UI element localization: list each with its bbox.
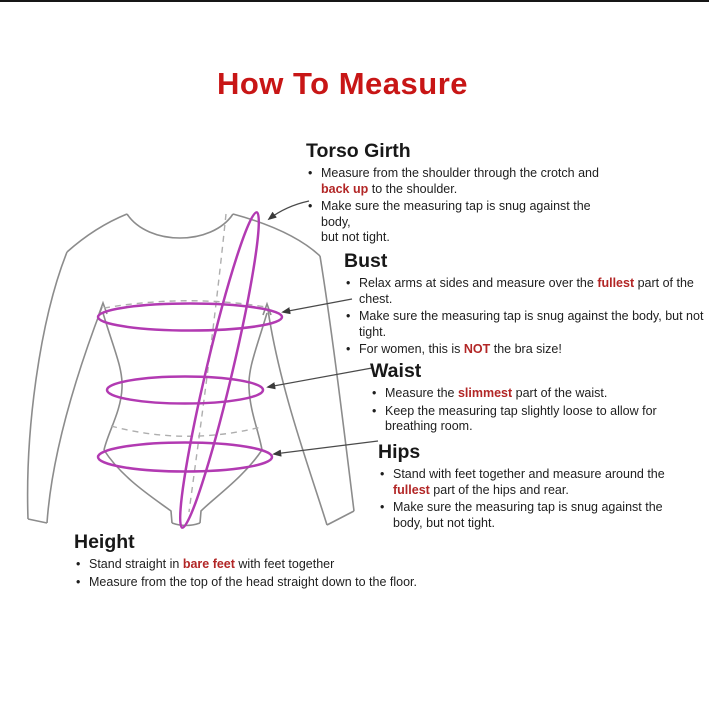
- right-cuff: [327, 511, 354, 525]
- neckline: [127, 214, 233, 238]
- bullet-item: [370, 404, 700, 435]
- left-sleeve-outer: [28, 252, 67, 519]
- left-armpit-notch: [99, 303, 107, 314]
- emphasis-red-text: fullest: [393, 482, 430, 497]
- top-edge-line: [0, 0, 709, 2]
- bullet-text: but not tight.: [321, 230, 390, 244]
- bullet-text: tight.: [359, 324, 387, 339]
- waist-arrow: [268, 368, 372, 387]
- bullet-text: with feet together: [234, 557, 335, 571]
- bullet-text: Make sure the measuring tap is snug against the body,: [321, 199, 591, 229]
- emphasis-red-text: back up: [321, 181, 369, 196]
- section-heading: Hips: [378, 441, 421, 463]
- bullet-item: [344, 309, 706, 340]
- body-right-side: [249, 313, 267, 450]
- torso-loop-back-dashed-line: [189, 214, 226, 512]
- bullet-list: [74, 557, 494, 590]
- left-sleeve-inner: [47, 307, 102, 523]
- section-heading: Torso Girth: [306, 140, 411, 162]
- section-heading: Height: [74, 531, 135, 553]
- hips-ring: [98, 443, 272, 472]
- dashed-back-lines: [104, 214, 266, 512]
- crotch-bottom-edge: [172, 523, 200, 526]
- bullet-text: Measure from the top of the head straight down to the floor.: [89, 574, 417, 589]
- bullet-item: [344, 342, 706, 358]
- leotard-outline: [28, 214, 354, 526]
- bullet-text: Make sure the measuring tap is snug against the body, but not: [359, 309, 704, 323]
- bullet-item: [378, 500, 700, 531]
- emphasis-red-text: slimmest: [457, 386, 513, 400]
- section-heading: Waist: [370, 360, 422, 382]
- bullet-text: Make sure the measuring tap is snug against the: [393, 500, 663, 514]
- bullet-text: For women, this is: [359, 342, 464, 356]
- bullet-item: [370, 386, 700, 402]
- bullet-item: [306, 166, 618, 197]
- bust-arrow: [283, 299, 352, 312]
- bullet-text: Stand straight in: [89, 557, 183, 571]
- right-leg-opening: [200, 450, 262, 523]
- emphasis-red-text: NOT: [463, 342, 491, 356]
- section-bust: [344, 249, 706, 360]
- left-leg-opening: [104, 450, 172, 523]
- bullet-text: Relax arms at sides and measure over the: [359, 276, 598, 290]
- section-hips: [378, 440, 700, 533]
- bullet-text: body, but not tight.: [393, 515, 495, 530]
- bullet-text: part of the chest.: [359, 276, 694, 306]
- hips-arrow: [274, 441, 378, 454]
- section-waist: [370, 359, 700, 437]
- bullet-list: [306, 166, 618, 246]
- bullet-text: Stand with feet together and measure around the: [393, 467, 665, 481]
- hip-seam-dashed-arc: [111, 426, 261, 436]
- right-armpit-notch: [263, 304, 271, 315]
- bullet-item: [378, 467, 700, 498]
- bullet-text: the bra size!: [490, 342, 562, 356]
- bullet-list: [378, 467, 700, 531]
- bullet-text: breathing room.: [385, 419, 473, 433]
- bullet-item: [74, 557, 494, 573]
- body-left-side: [103, 313, 122, 450]
- bullet-list: [370, 386, 700, 435]
- bullet-text: part of the hips and rear.: [429, 482, 569, 497]
- left-shoulder: [67, 214, 127, 252]
- torso-girth-arrow: [269, 201, 309, 219]
- bullet-list: [344, 276, 706, 358]
- emphasis-red-text: bare feet: [182, 557, 235, 571]
- bullet-item: [74, 575, 494, 591]
- waist-ring: [107, 377, 263, 404]
- section-torso-girth: [306, 139, 618, 248]
- torso-girth-loop: [170, 209, 270, 530]
- emphasis-red-text: fullest: [597, 276, 635, 290]
- bullet-text: Measure from the shoulder through the crotch and: [321, 166, 599, 180]
- bust-seam-dashed-arc: [104, 301, 266, 308]
- measuring-rings: [98, 209, 282, 530]
- bullet-item: [344, 276, 706, 307]
- section-heading: Bust: [344, 250, 388, 272]
- bullet-item: [306, 199, 618, 246]
- section-height: [74, 530, 494, 592]
- bullet-text: part of the waist.: [512, 386, 608, 400]
- bullet-text: Measure the: [385, 386, 458, 400]
- bullet-text: Keep the measuring tap slightly loose to allow for: [385, 403, 657, 418]
- bust-ring: [98, 304, 282, 331]
- page-title: How To Measure: [216, 66, 469, 101]
- right-sleeve-inner: [268, 310, 327, 525]
- left-cuff: [28, 519, 47, 523]
- bullet-text: to the shoulder.: [368, 181, 458, 196]
